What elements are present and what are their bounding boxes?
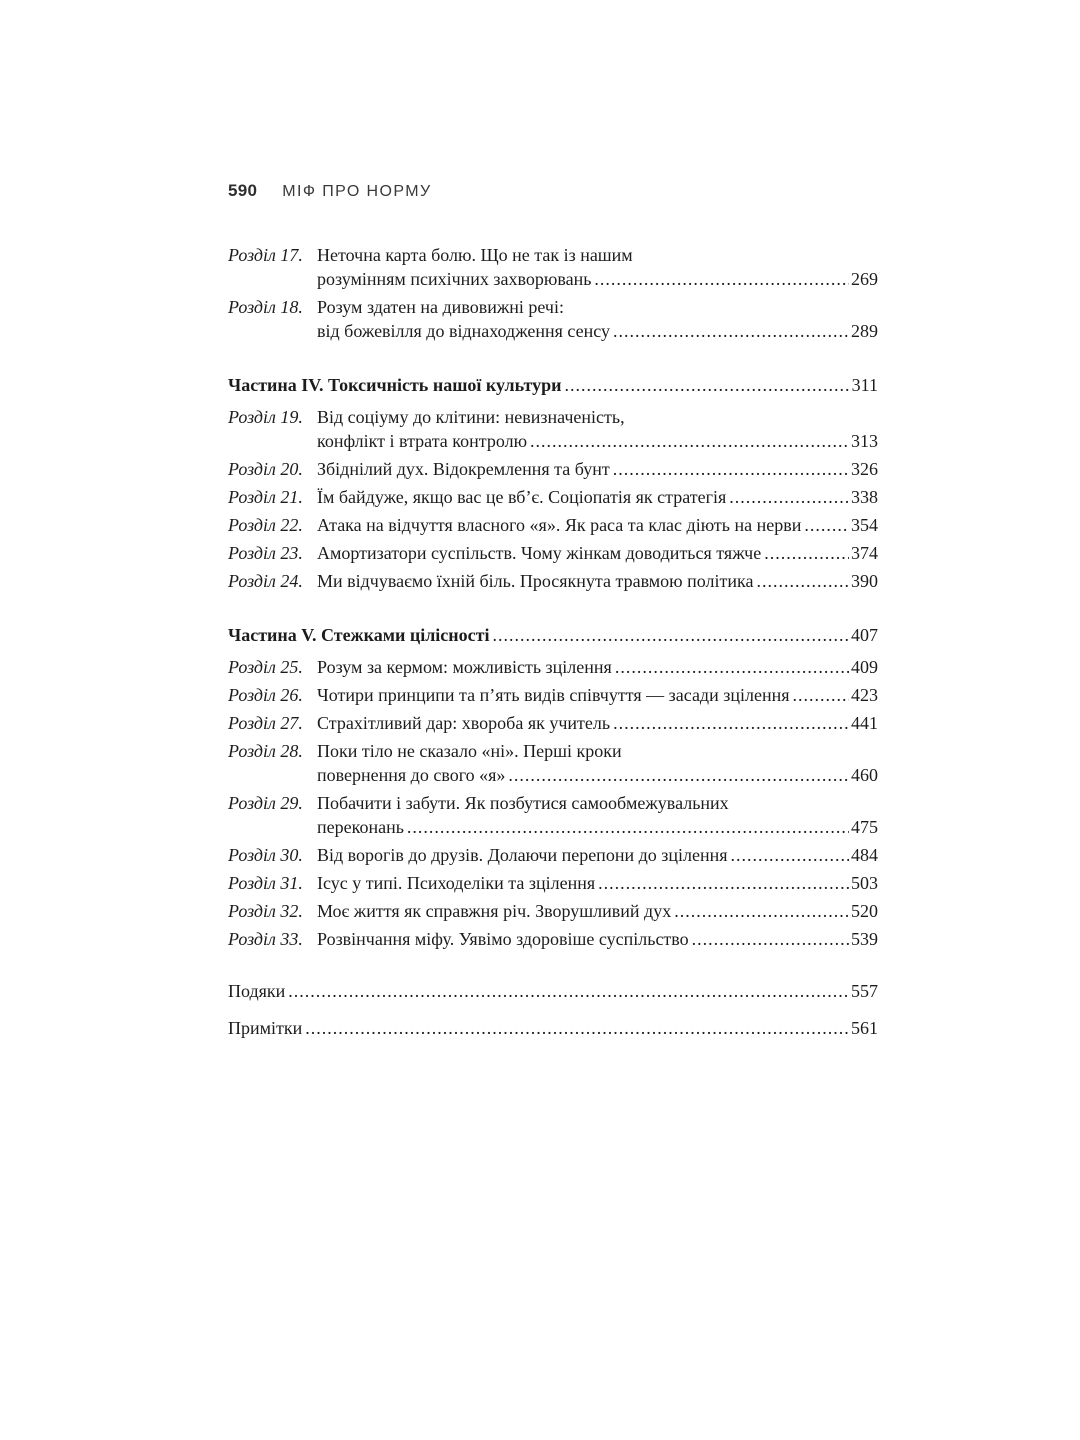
- dot-leader: [530, 429, 849, 453]
- page-ref: 561: [851, 1018, 878, 1038]
- page-ref: 374: [851, 543, 878, 563]
- chapter-label: Розділ 30.: [228, 845, 303, 865]
- dot-leader: [407, 815, 849, 839]
- page-ref: 289: [851, 321, 878, 341]
- page-ref: 338: [851, 487, 878, 507]
- chapter-label: Розділ 32.: [228, 901, 303, 921]
- dot-leader: [613, 711, 849, 735]
- chapter-title: Розвінчання міфу. Уявімо здоровіше суспільство: [317, 929, 689, 949]
- backmatter-title: Примітки: [228, 1018, 303, 1038]
- dot-leader: [731, 843, 849, 867]
- chapter-title: конфлікт і втрата контролю: [317, 431, 528, 451]
- toc-entry-ch25: [228, 655, 878, 679]
- dot-leader: [493, 623, 849, 647]
- page-ref: 354: [851, 515, 878, 535]
- chapter-title: Амортизатори суспільств. Чому жінкам доводиться тяжче: [317, 543, 762, 563]
- dot-leader: [564, 373, 849, 397]
- chapter-title: Страхітливий дар: хвороба як учитель: [317, 713, 611, 733]
- chapter-label: Розділ 21.: [228, 487, 303, 507]
- chapter-title: Збіднілий дух. Відокремлення та бунт: [317, 459, 610, 479]
- page-ref: 557: [851, 981, 878, 1001]
- chapter-label: Розділ 24.: [228, 571, 303, 591]
- page-ref: 475: [851, 817, 878, 837]
- toc-entry-ch28: [228, 739, 878, 787]
- toc-entry-notes: [228, 1016, 878, 1040]
- part-title: Частина V. Стежками цілісності: [228, 625, 490, 645]
- chapter-label: Розділ 22.: [228, 515, 303, 535]
- chapter-title: розумінням психічних захворювань: [317, 269, 592, 289]
- page-ref: 423: [851, 685, 878, 705]
- dot-leader: [756, 569, 849, 593]
- toc-entry-ch27: [228, 711, 878, 735]
- running-title: МІФ ПРО НОРМУ: [282, 183, 432, 200]
- toc-entry-ch32: [228, 899, 878, 923]
- page-ref: 441: [851, 713, 878, 733]
- chapter-label: Розділ 27.: [228, 713, 303, 733]
- toc-backmatter: [228, 979, 878, 1040]
- dot-leader: [613, 457, 849, 481]
- table-of-contents: [228, 243, 878, 1053]
- chapter-label: Розділ 28.: [228, 741, 303, 761]
- toc-entry-ch17: [228, 243, 878, 291]
- page-ref: 409: [851, 657, 878, 677]
- chapter-label: Розділ 25.: [228, 657, 303, 677]
- toc-entry-ch29: [228, 791, 878, 839]
- dot-leader: [508, 763, 849, 787]
- chapter-title: Розум за кермом: можливість зцілення: [317, 657, 612, 677]
- toc-entry-ch30: [228, 843, 878, 867]
- chapter-title: Від ворогів до друзів. Долаючи перепони до зцілення: [317, 845, 728, 865]
- toc-entry-ch26: [228, 683, 878, 707]
- dot-leader: [615, 655, 849, 679]
- chapter-label: Розділ 26.: [228, 685, 303, 705]
- page-number: 590: [228, 181, 258, 200]
- chapter-label: Розділ 17.: [228, 245, 303, 265]
- chapter-title: Побачити і забути. Як позбутися самообмежувальних: [317, 793, 729, 813]
- chapter-title: Ми відчуваємо їхній біль. Просякнута травмою політика: [317, 571, 754, 591]
- toc-entry-ch22: [228, 513, 878, 537]
- chapter-title: Атака на відчуття власного «я». Як раса та клас діють на нерви: [317, 515, 802, 535]
- page-ref: 539: [851, 929, 878, 949]
- page-ref: 326: [851, 459, 878, 479]
- toc-entry-ch20: [228, 457, 878, 481]
- chapter-title: переконань: [317, 817, 404, 837]
- page-ref: 520: [851, 901, 878, 921]
- chapter-label: Розділ 31.: [228, 873, 303, 893]
- dot-leader: [288, 979, 849, 1003]
- backmatter-title: Подяки: [228, 981, 286, 1001]
- toc-part-heading-4: [228, 373, 878, 397]
- toc-part-heading-5: [228, 623, 878, 647]
- chapter-title: Чотири принципи та п’ять видів співчуття — засади зцілення: [317, 685, 790, 705]
- chapter-title: повернення до свого «я»: [317, 765, 506, 785]
- dot-leader: [692, 927, 849, 951]
- chapter-title: Розум здатен на дивовижні речі:: [317, 297, 564, 317]
- dot-leader: [764, 541, 849, 565]
- chapter-title: Неточна карта болю. Що не так із нашим: [317, 245, 633, 265]
- chapter-label: Розділ 33.: [228, 929, 303, 949]
- dot-leader: [674, 899, 849, 923]
- chapter-title: Від соціуму до клітини: невизначеність,: [317, 407, 625, 427]
- dot-leader: [305, 1016, 849, 1040]
- page-ref: 311: [851, 375, 878, 395]
- toc-entry-ch24: [228, 569, 878, 593]
- dot-leader: [598, 871, 849, 895]
- chapter-title: від божевілля до віднаходження сенсу: [317, 321, 611, 341]
- page-ref: 484: [851, 845, 878, 865]
- toc-entry-ch19: [228, 405, 878, 453]
- dot-leader: [804, 513, 849, 537]
- page-ref: 407: [851, 625, 878, 645]
- toc-entry-ch21: [228, 485, 878, 509]
- page-ref: 313: [851, 431, 878, 451]
- dot-leader: [613, 319, 849, 343]
- page-ref: 269: [851, 269, 878, 289]
- toc-entry-ch33: [228, 927, 878, 951]
- chapter-title: Моє життя як справжня річ. Зворушливий дух: [317, 901, 672, 921]
- dot-leader: [729, 485, 849, 509]
- page-ref: 390: [851, 571, 878, 591]
- toc-entry-ch23: [228, 541, 878, 565]
- chapter-label: Розділ 18.: [228, 297, 303, 317]
- chapter-label: Розділ 29.: [228, 793, 303, 813]
- toc-entry-acknowledgments: [228, 979, 878, 1003]
- chapter-title: Їм байдуже, якщо вас це вб’є. Соціопатія як стратегія: [317, 487, 727, 507]
- toc-entry-ch31: [228, 871, 878, 895]
- dot-leader: [792, 683, 849, 707]
- page-ref: 460: [851, 765, 878, 785]
- toc-entry-ch18: [228, 295, 878, 343]
- part-title: Частина IV. Токсичність нашої культури: [228, 375, 562, 395]
- chapter-title: Поки тіло не сказало «ні». Перші кроки: [317, 741, 622, 761]
- page-ref: 503: [851, 873, 878, 893]
- page-header: [228, 181, 878, 201]
- dot-leader: [594, 267, 849, 291]
- chapter-label: Розділ 19.: [228, 407, 303, 427]
- chapter-label: Розділ 20.: [228, 459, 303, 479]
- chapter-title: Ісус у типі. Психоделіки та зцілення: [317, 873, 596, 893]
- chapter-label: Розділ 23.: [228, 543, 303, 563]
